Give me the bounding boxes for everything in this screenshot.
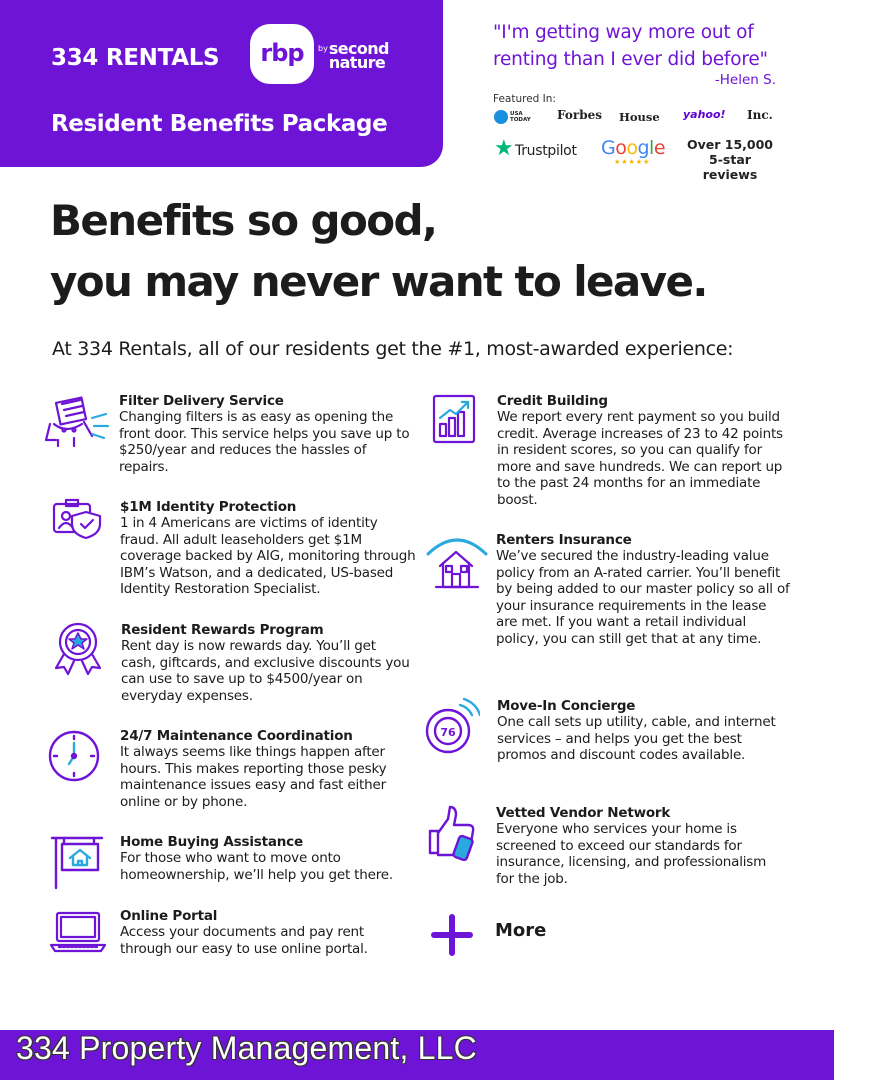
benefit-home-buying: [120, 834, 415, 883]
benefit-description: We’ve secured the industry-leading value policy from an A-rated carrier. You’ll benefit by being added to our master policy so all of your insurance requirements in the lease are met. If you want a retail individual policy, you can still get that at any time.: [496, 548, 790, 647]
footer-company-name: 334 Property Management, LLC: [16, 1030, 477, 1066]
google-rating-stars: ★★★★★: [614, 158, 651, 166]
benefit-title: Online Portal: [120, 908, 218, 924]
bar-chart-icon: [432, 394, 476, 444]
header-banner: [0, 0, 443, 167]
laptop-icon: [49, 909, 107, 953]
benefit-description: Everyone who services your home is screened to exceed our standards for insurance, licensing, and professionalism for the job.: [496, 821, 767, 887]
press-logo-usa-today: USA TODAY: [510, 111, 531, 123]
benefit-vetted-vendor: [496, 805, 786, 887]
benefit-title: Credit Building: [497, 393, 608, 409]
benefit-title: 24/7 Maintenance Coordination: [120, 728, 353, 744]
benefit-description: Access your documents and pay rent through our easy to use online portal.: [120, 924, 368, 957]
benefit-description: It always seems like things happen after hours. This makes reporting those pesky maintenance issues easy and fast either online or by phone.: [120, 744, 387, 810]
usa-today-logo-icon: [494, 110, 508, 124]
google-logo: Google: [601, 137, 666, 159]
benefit-credit-building: [497, 393, 787, 508]
benefit-resident-rewards: [121, 622, 411, 704]
trustpilot-logo: Trustpilot: [515, 143, 577, 159]
benefit-move-in-concierge: [497, 698, 787, 764]
benefit-description: Changing filters is as easy as opening the front door. This service helps you save up to $250/year and reduces the hassles of repairs.: [119, 409, 410, 475]
plus-icon: [431, 914, 473, 956]
headline-line-1: Benefits so good,: [50, 196, 437, 245]
press-logo-yahoo: yahoo!: [683, 108, 726, 121]
page-headline: [50, 190, 850, 312]
benefit-description: One call sets up utility, cable, and internet services – and helps you get the best promos and discount codes available.: [497, 714, 776, 763]
award-ribbon-icon: [52, 620, 104, 676]
benefit-title: Home Buying Assistance: [120, 834, 303, 850]
benefit-description: We report every rent payment so you build credit. Average increases of 23 to 42 points in resident scores, so you can qualify for more and save hundreds. We can report up to the past 24 months for an immediate boost.: [497, 409, 783, 508]
identity-shield-icon: [52, 498, 104, 540]
press-logo-house: House: [619, 110, 660, 124]
company-name: 334 RENTALS: [51, 45, 220, 71]
trustpilot-star-icon: ★: [494, 136, 514, 161]
featured-in-label: Featured In:: [493, 93, 556, 105]
thumbs-up-icon: [426, 805, 478, 861]
benefit-identity-protection: [120, 499, 420, 598]
benefit-description: For those who want to move onto homeownership, we’ll help you get there.: [120, 850, 393, 883]
subheadline: At 334 Rentals, all of our residents get the #1, most-awarded experience:: [52, 338, 734, 360]
benefit-online-portal: [120, 908, 405, 957]
more-benefits-label: More: [495, 920, 547, 941]
thermostat-icon: [424, 697, 480, 755]
filter-delivery-icon: [44, 394, 112, 450]
review-count: Over 15,000 5-star reviews: [686, 137, 773, 182]
benefit-maintenance: [120, 728, 405, 810]
benefit-title: $1M Identity Protection: [120, 499, 297, 515]
benefit-title: Resident Rewards Program: [121, 622, 324, 638]
press-logo-forbes: Forbes: [557, 108, 602, 122]
svg-text:76: 76: [440, 726, 456, 739]
testimonial-author: -Helen S.: [714, 72, 776, 88]
benefit-description: 1 in 4 Americans are victims of identity fraud. All adult leaseholders get $1M coverage backed by AIG, monitoring through IBM’s Watson, and a dedicated, US-based Identity Restoration Specialist.: [120, 515, 416, 597]
testimonial-quote: "I'm getting way more out of renting than I ever did before": [493, 22, 768, 70]
headline-line-2: you may never want to leave.: [50, 257, 707, 306]
benefit-renters-insurance: [496, 532, 791, 647]
press-logo-inc: Inc.: [747, 108, 773, 122]
home-sign-icon: [50, 834, 104, 890]
second-nature-logo: $^{by}$second nature: [318, 39, 389, 72]
benefit-title: Filter Delivery Service: [119, 393, 284, 409]
benefit-filter-delivery: [119, 393, 419, 475]
benefit-title: Renters Insurance: [496, 532, 632, 548]
benefit-title: Vetted Vendor Network: [496, 805, 671, 821]
package-title: Resident Benefits Package: [51, 111, 388, 137]
rbp-logo: rbp: [250, 24, 314, 84]
benefit-title: Move-In Concierge: [497, 698, 636, 714]
house-umbrella-icon: [426, 532, 488, 590]
benefit-description: Rent day is now rewards day. You’ll get cash, giftcards, and exclusive discounts you can use to save up to $4500/year on everyday expenses.: [121, 638, 410, 704]
clock-icon: [47, 729, 101, 783]
